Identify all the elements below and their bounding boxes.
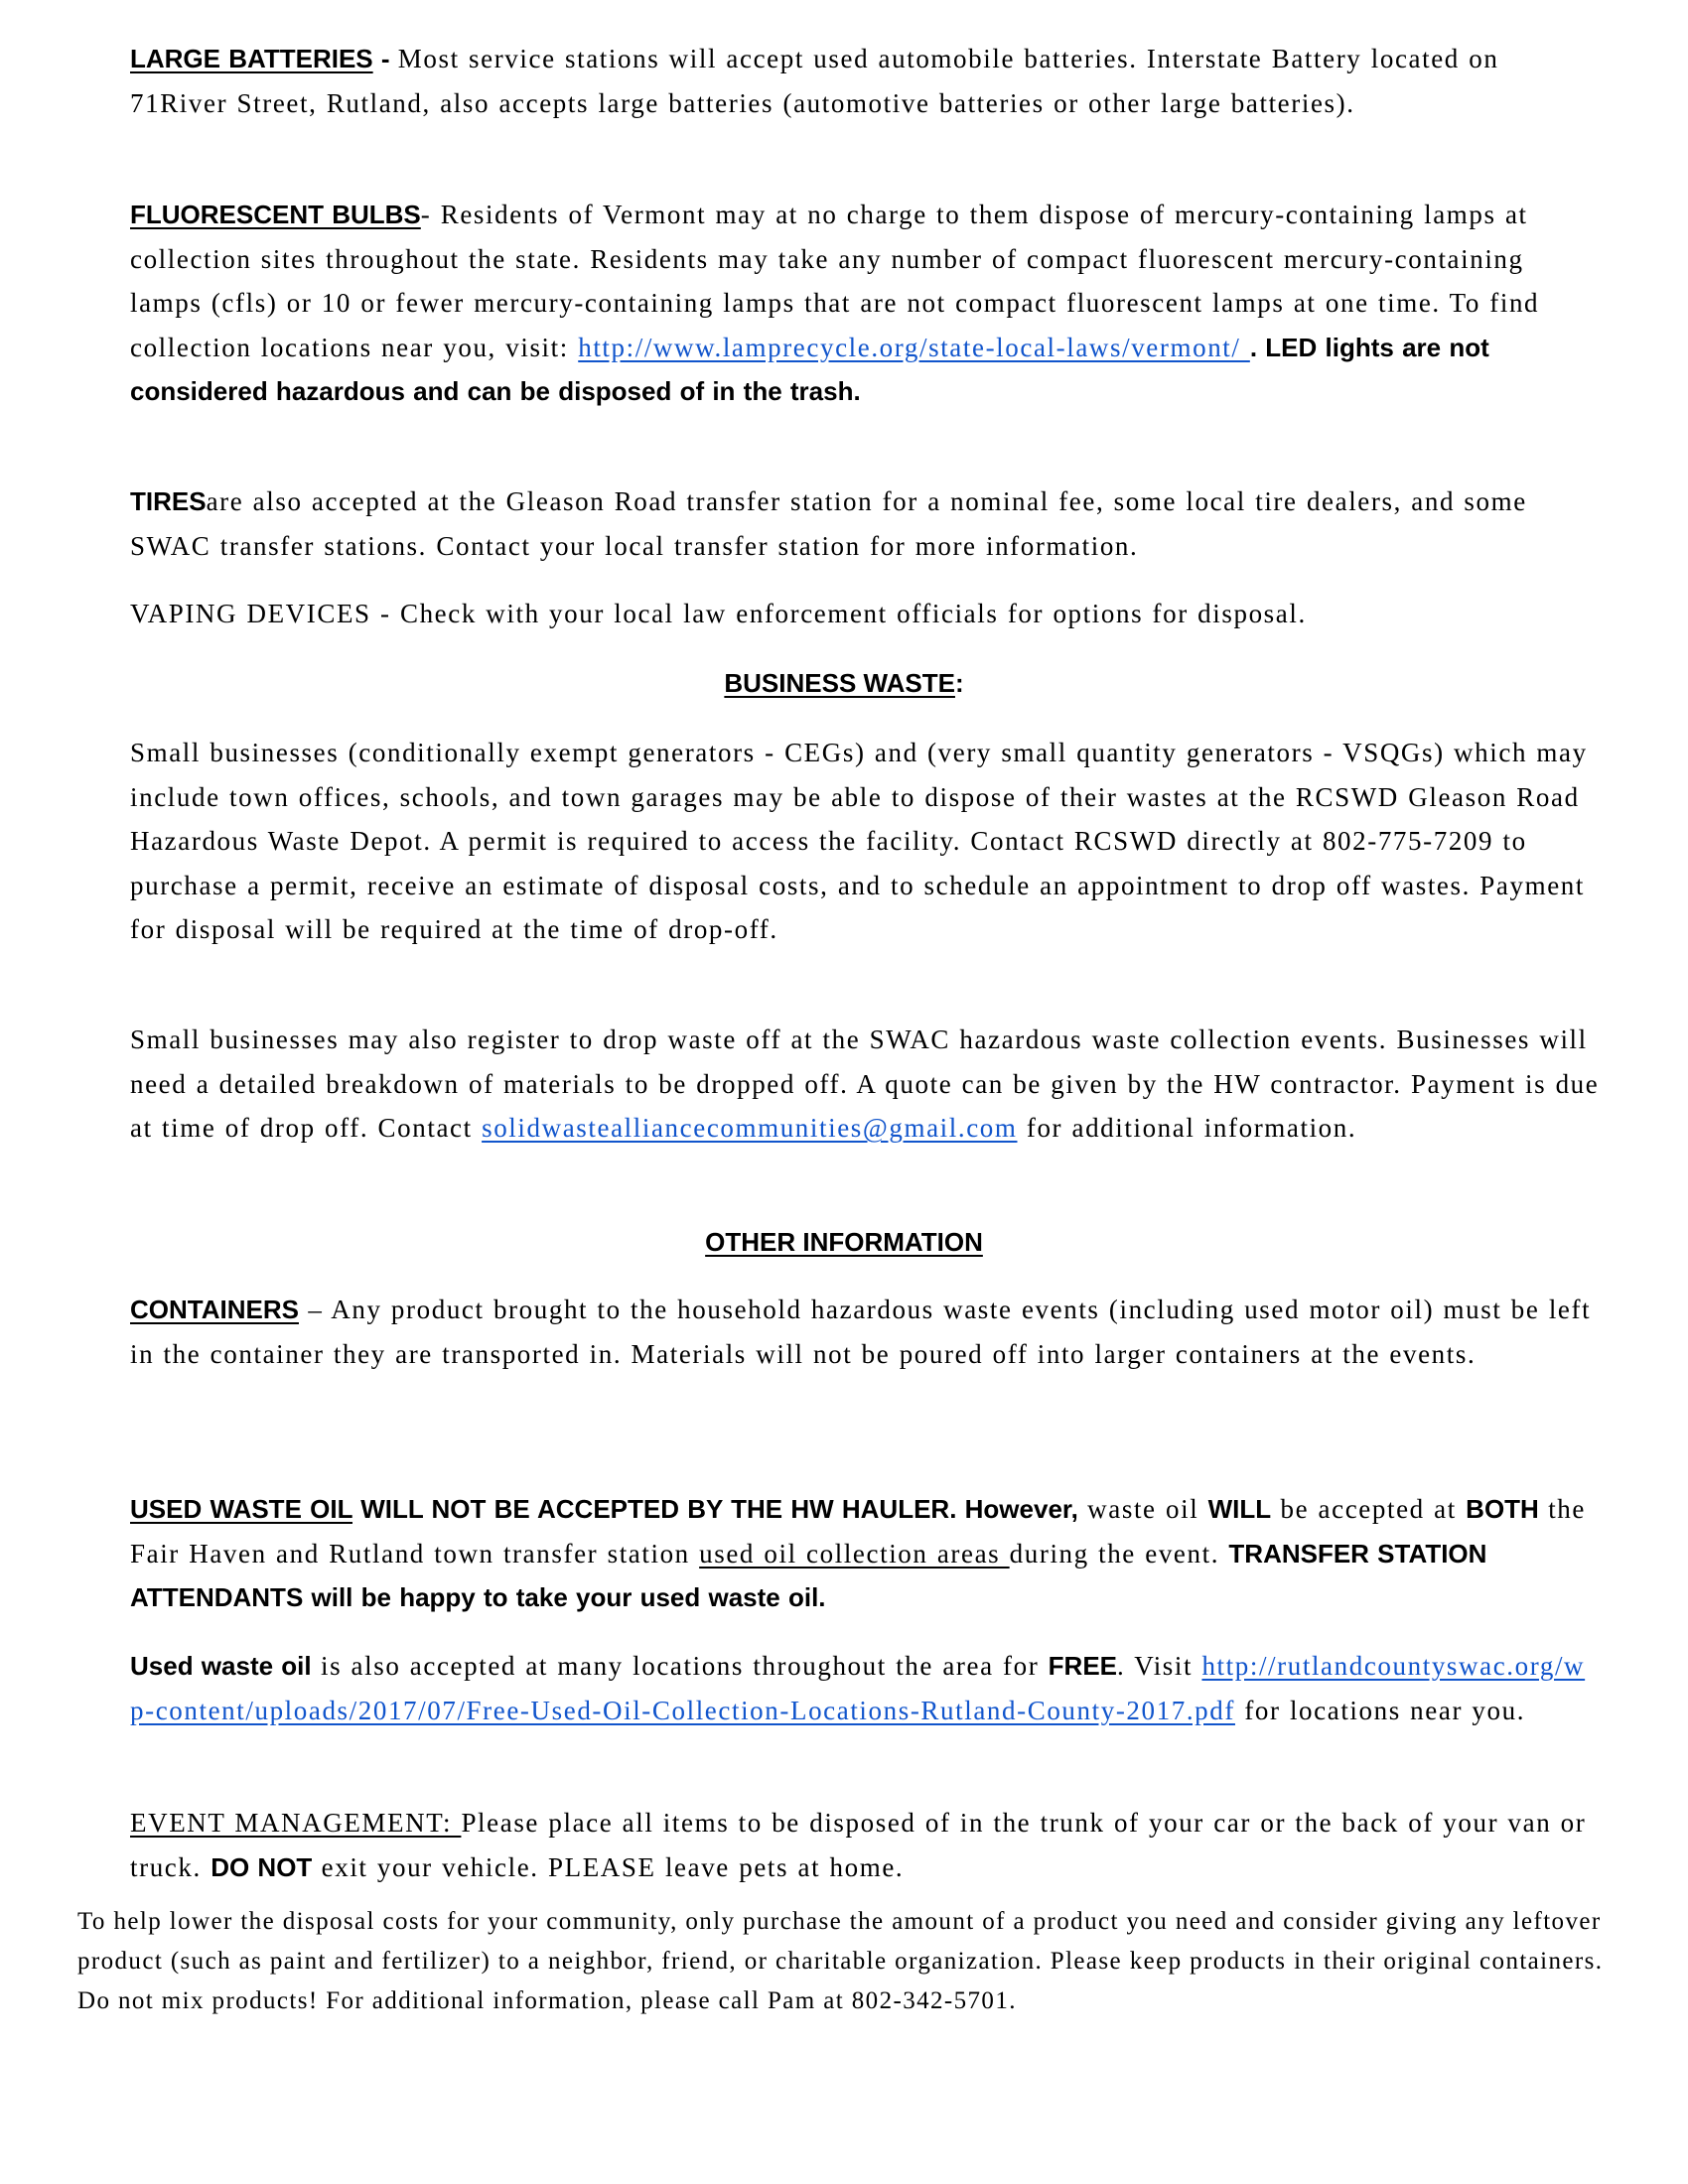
used-waste-oil-text-1: waste oil: [1077, 1494, 1208, 1524]
business-waste-text-1: Small businesses (conditionally exempt generators - CEGs) and (very small quantity generators - VSQGs) which may include town offices, schools, and town garages may be able to dispose of their wastes at the RCSWD Gleason Road Hazardous Waste Depot. A permit is required to access the facility. Contact RCSWD directly at 802-775-7209 to purchase a permit, receive an estimate of disposal costs, and to schedule an appointment to drop off wastes. Payment for disposal will be required at the time of drop-off.: [130, 738, 1588, 944]
event-management-paragraph: [130, 1801, 1600, 1889]
used-waste-oil-bold-1: WILL NOT BE ACCEPTED BY THE HW HAULER. However,: [352, 1494, 1078, 1524]
used-oil-collection-areas: used oil collection areas: [699, 1538, 1010, 1569]
containers-paragraph: [130, 1288, 1600, 1376]
lamprecycle-link[interactable]: http://www.lamprecycle.org/state-local-laws/vermont/: [578, 332, 1250, 362]
large-batteries-label: LARGE BATTERIES: [130, 44, 373, 73]
containers-label: CONTAINERS: [130, 1295, 299, 1324]
free-oil-paragraph: [130, 1644, 1600, 1732]
fluorescent-bulbs-label: FLUORESCENT BULBS: [130, 200, 421, 229]
fluorescent-bulbs-text: - Residents of Vermont may at no charge to them dispose of mercury-containing lamps at collection sites throughout the state. Residents may take any number of compact fluorescent mercury-containing lamps (cfls) or 10 or fewer mercury-containing lamps that are not compact fluorescent lamps at one time. To find collection locations near you, visit:: [130, 200, 1540, 362]
used-waste-oil-bold-3: BOTH: [1466, 1494, 1539, 1524]
large-batteries-text: Most service stations will accept used automobile batteries. Interstate Battery located on 71River Street, Rutland, also accepts large batteries (automotive batteries or other large batteries).: [130, 44, 1499, 118]
used-oil-locations-link[interactable]: http://rutlandcountyswac.org/wp-content/uploads/2017/07/Free-Used-Oil-Collection-Locations-Rutland-County-2017.pdf: [130, 1651, 1586, 1725]
free-oil-bold-2: FREE: [1048, 1651, 1117, 1681]
business-waste-paragraph-2: [130, 1018, 1600, 1151]
business-waste-text-2-end: for additional information.: [1017, 1113, 1357, 1143]
used-waste-oil-bold-4: TRANSFER STATION ATTENDANTS will be happy to take your used waste oil.: [130, 1538, 1487, 1612]
fluorescent-bulbs-after-link: .: [1249, 332, 1266, 362]
footer-text: To help lower the disposal costs for your community, only purchase the amount of a product you need and consider giving any leftover product (such as paint and fertilizer) to a neighbor, friend, or charitable organization. Please keep products in their original containers. Do not mix products! For additional information, please call Pam at 802-342-5701.: [77, 1908, 1604, 2014]
tires-label: TIRES: [130, 486, 207, 516]
used-waste-oil-paragraph: [130, 1487, 1600, 1620]
vaping-text: VAPING DEVICES - Check with your local law enforcement officials for options for disposal.: [130, 599, 1307, 628]
business-waste-heading-text: BUSINESS WASTE: [724, 668, 955, 698]
other-information-heading: OTHER INFORMATION: [705, 1227, 983, 1257]
large-batteries-paragraph: [130, 37, 1600, 125]
free-oil-bold-1: Used waste oil: [130, 1651, 312, 1681]
business-waste-heading-suffix: :: [954, 668, 964, 698]
used-waste-oil-label: USED WASTE OIL: [130, 1494, 352, 1524]
tires-paragraph: [130, 479, 1600, 568]
led-note: LED lights are not considered hazardous and can be disposed of in the trash.: [130, 332, 1489, 406]
business-waste-paragraph-1: [130, 731, 1600, 952]
used-waste-oil-bold-2: WILL: [1207, 1494, 1272, 1524]
event-management-text-2: exit your vehicle. PLEASE leave pets at home.: [312, 1851, 905, 1882]
event-management-bold: DO NOT: [211, 1851, 313, 1882]
footer-paragraph: [77, 1902, 1636, 2021]
tires-text: are also accepted at the Gleason Road transfer station for a nominal fee, some local tire dealers, and some SWAC transfer stations. Contact your local transfer station for more information.: [130, 486, 1527, 561]
business-waste-heading: [0, 661, 1688, 705]
business-waste-text-2: Small businesses may also register to drop waste off at the SWAC hazardous waste collection events. Businesses will need a detailed breakdown of materials to be dropped off. A quote can be given by the HW contractor. Payment is due at time of drop off. Contact: [130, 1024, 1600, 1143]
event-management-text-1: Please place all items to be disposed of in the trunk of your car or the back of your van or truck.: [130, 1808, 1587, 1882]
vaping-paragraph: [130, 592, 1600, 636]
used-waste-oil-text-4: during the event.: [1009, 1538, 1229, 1569]
free-oil-text-3: for locations near you.: [1234, 1695, 1526, 1725]
containers-text: – Any product brought to the household hazardous waste events (including used motor oil) must be left in the container they are transported in. Materials will not be poured off into larger containers at the events.: [130, 1295, 1592, 1369]
used-waste-oil-text-2: be accepted at: [1271, 1494, 1467, 1524]
free-oil-text-1: is also accepted at many locations throughout the area for: [311, 1651, 1049, 1681]
swac-email-link[interactable]: solidwastealliancecommunities@gmail.com: [482, 1113, 1018, 1143]
event-management-label: EVENT MANAGEMENT:: [130, 1808, 462, 1838]
free-oil-text-2: . Visit: [1117, 1651, 1202, 1681]
used-waste-oil-text-3: the Fair Haven and Rutland town transfer station: [130, 1494, 1586, 1569]
fluorescent-bulbs-paragraph: [130, 193, 1600, 414]
large-batteries-separator: -: [372, 44, 398, 73]
